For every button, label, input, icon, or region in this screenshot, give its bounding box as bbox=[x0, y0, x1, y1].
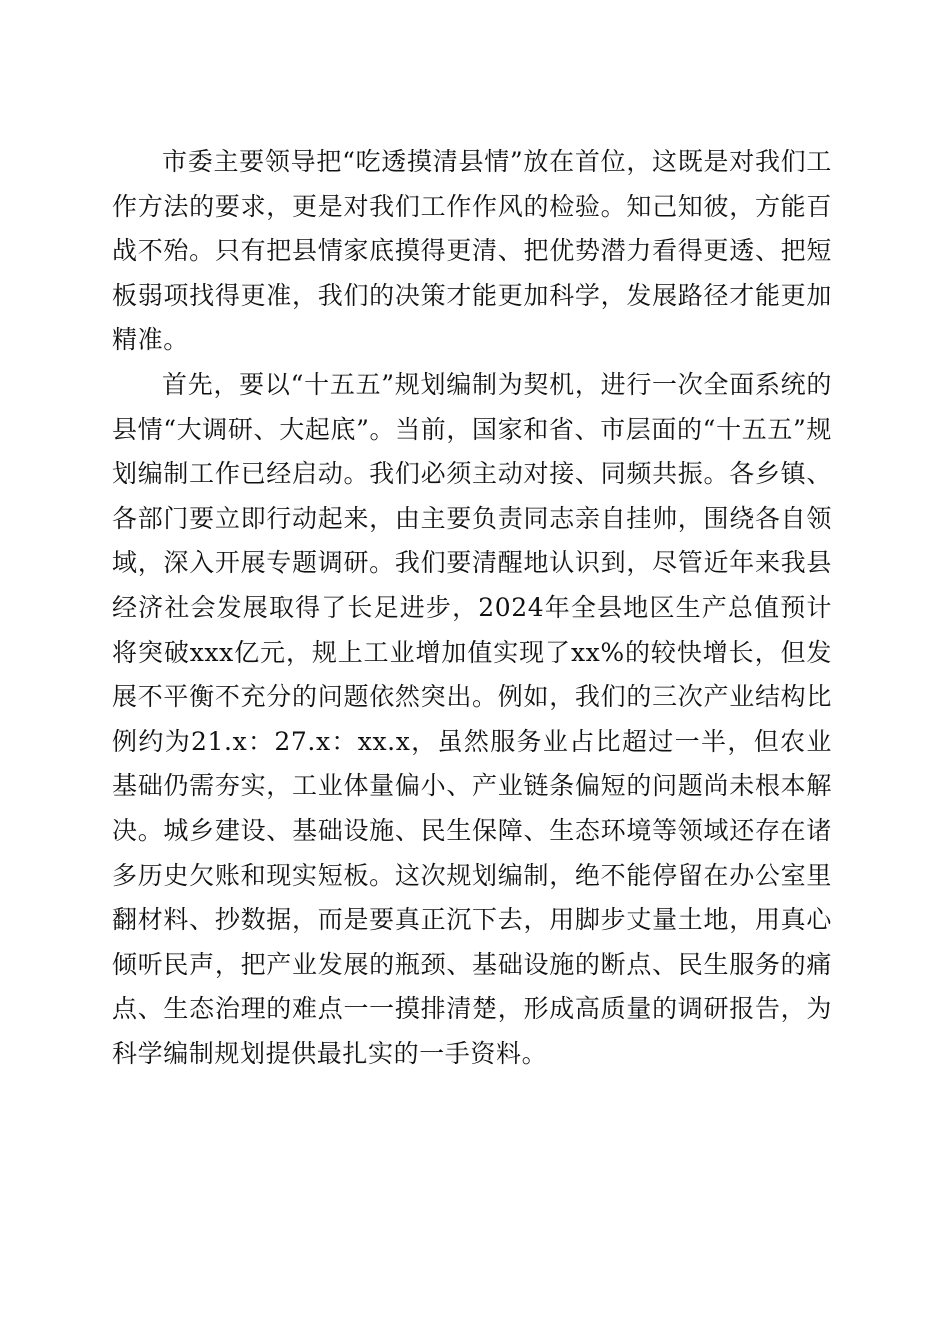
paragraph-county-situation: 市委主要领导把“吃透摸清县情”放在首位，这既是对我们工作方法的要求，更是对我们工作作风的检验。知己知彼，方能百战不殆。只有把县情家底摸得更清、把优势潜力看得更透、把短板弱项找得更准，我们的决策才能更加科学，发展路径才能更加精准。 bbox=[112, 147, 832, 355]
paragraph-planning-research: 首先，要以“十五五”规划编制为契机，进行一次全面系统的县情“大调研、大起底”。当前，国家和省、市层面的“十五五”规划编制工作已经启动。我们必须主动对接、同频共振。各乡镇、各部门要立即行动起来，由主要负责同志亲自挂帅，围绕各自领域，深入开展专题调研。我们要清醒地认识到，尽管近年来我县经济社会发展取得了长足进步，2024年全县地区生产总值预计将突破xxx亿元，规上工业增加值实现了xx%的较快增长，但发展不平衡不充分的问题依然突出。例如，我们的三次产业结构比例约为21.x：27.x：xx.x，虽然服务业占比超过一半，但农业基础仍需夯实，工业体量偏小、产业链条偏短的问题尚未根本解决。城乡建设、基础设施、民生保障、生态环境等领域还存在诸多历史欠账和现实短板。这次规划编制，绝不能停留在办公室里翻材料、抄数据，而是要真正沉下去，用脚步丈量土地，用真心倾听民声，把产业发展的瓶颈、基础设施的断点、民生服务的痛点、生态治理的难点一一摸排清楚，形成高质量的调研报告，为科学编制规划提供最扎实的一手资料。 bbox=[112, 369, 832, 1068]
document-body bbox=[112, 140, 832, 1076]
